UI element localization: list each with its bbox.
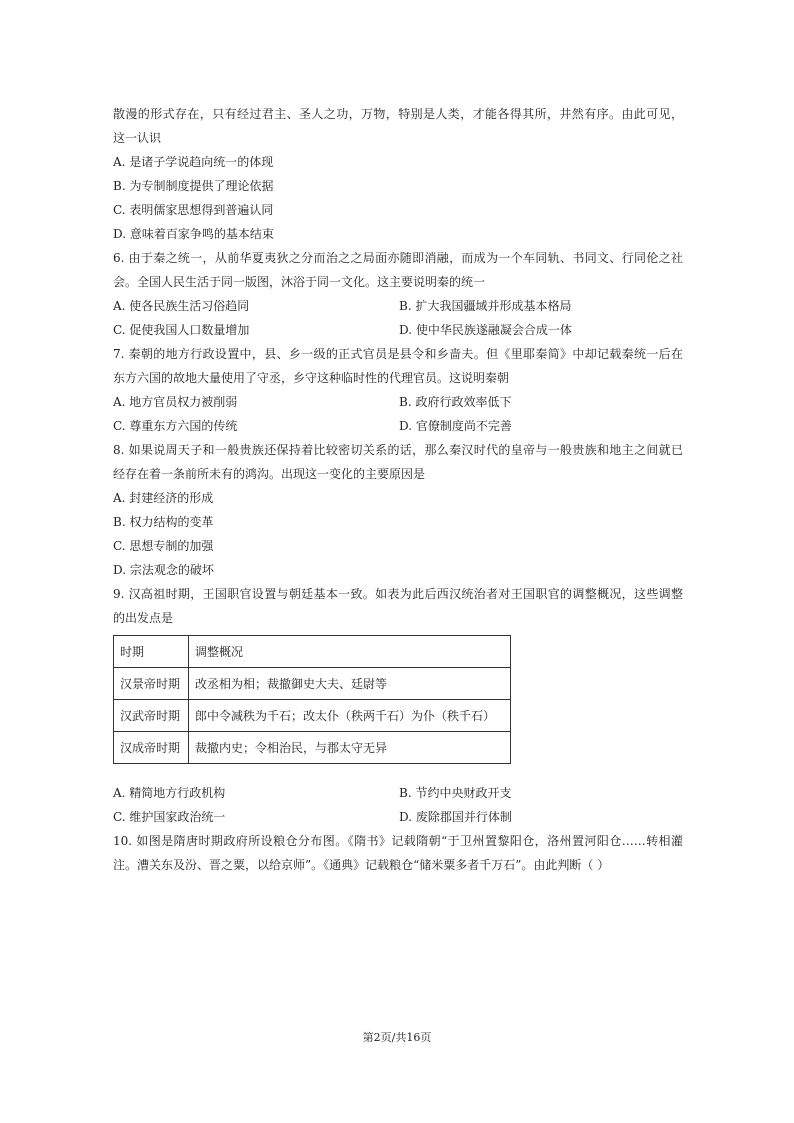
option-a: A. 是诸子学说趋向统一的体现	[113, 155, 274, 169]
option-row	[113, 805, 683, 829]
option-b: B. 为专制制度提供了理论依据	[113, 179, 274, 193]
question-9	[113, 582, 683, 829]
table-cell: 汉武帝时期	[114, 700, 189, 732]
question-text-line: 9. 汉高祖时期，王国职官设置与朝廷基本一致。如表为此后西汉统治者对王国职官的调整概况，这些调整	[113, 587, 683, 601]
table-header-row	[114, 636, 511, 668]
option-row	[113, 318, 683, 342]
option-a: A. 使各民族生活习俗趋同	[113, 299, 250, 313]
option-b: B. 节约中央财政开支	[399, 786, 512, 800]
question-text-line: 8. 如果说周天子和一般贵族还保持着比较密切关系的话，那么秦汉时代的皇帝与一般贵族和地主之间就已	[113, 443, 683, 457]
table-cell: 汉景帝时期	[114, 668, 189, 700]
question-text-line: 10. 如图是隋唐时期政府所设粮仓分布图。《隋书》记载隋朝“于卫州置黎阳仓，洛州置河阳仓……转相灌	[113, 834, 683, 848]
question-text-line: 这一认识	[113, 131, 162, 145]
table-cell: 郎中令减秩为千石；改太仆（秩两千石）为仆（秩千石）	[189, 700, 511, 732]
table-header-cell: 调整概况	[189, 636, 511, 668]
question-text-line: 散漫的形式存在，只有经过君主、圣人之功，万物，特别是人类，才能各得其所，井然有序。由此可见，	[113, 107, 683, 121]
option-b: B. 权力结构的变革	[113, 515, 214, 529]
adjustment-table	[113, 635, 511, 764]
option-b: B. 扩大我国疆域并形成基本格局	[399, 299, 572, 313]
table-cell: 改丞相为相；裁撤御史大夫、廷尉等	[189, 668, 511, 700]
option-d: D. 意味着百家争鸣的基本结束	[113, 227, 274, 241]
table-header-cell: 时期	[114, 636, 189, 668]
option-b: B. 政府行政效率低下	[399, 395, 512, 409]
question-text-line: 注。漕关东及汾、晋之粟，以给京师”。《通典》记载粮仓“储米粟多者千万石”。由此判断（ ）	[113, 858, 610, 872]
question-10	[113, 829, 683, 877]
question-text-line: 东方六国的故地大量使用了守丞，乡守这种临时性的代理官员。这说明秦朝	[113, 371, 510, 385]
document-body	[113, 102, 683, 877]
option-row	[113, 781, 683, 805]
option-row	[113, 390, 683, 414]
table-cell: 汉成帝时期	[114, 732, 189, 764]
option-c: C. 思想专制的加强	[113, 539, 214, 553]
table-row	[114, 732, 511, 764]
question-text-line: 的出发点是	[113, 611, 174, 625]
question-6	[113, 246, 683, 342]
option-a: A. 精简地方行政机构	[113, 786, 226, 800]
option-d: D. 使中华民族遂融凝会合成一体	[399, 323, 572, 337]
table-cell: 裁撤内史；令相治民，与郡太守无异	[189, 732, 511, 764]
option-d: D. 废除郡国并行体制	[399, 810, 512, 824]
option-a: A. 地方官员权力被削弱	[113, 395, 238, 409]
option-row	[113, 414, 683, 438]
option-d: D. 宗法观念的破坏	[113, 563, 214, 577]
question-text-line: 6. 由于秦之统一，从前华夏夷狄之分而治之之局面亦随即消融，而成为一个车同轨、书同文、行同伦之社	[113, 251, 683, 265]
table-row	[114, 700, 511, 732]
option-d: D. 官僚制度尚不完善	[399, 419, 512, 433]
option-c: C. 维护国家政治统一	[113, 810, 226, 824]
option-a: A. 封建经济的形成	[113, 491, 214, 505]
option-c: C. 表明儒家思想得到普遍认同	[113, 203, 274, 217]
table-row	[114, 668, 511, 700]
question-text-line: 经存在着一条前所未有的鸿沟。出现这一变化的主要原因是	[113, 467, 426, 481]
option-c: C. 促使我国人口数量增加	[113, 323, 250, 337]
question-text-line: 会。全国人民生活于同一版图，沐浴于同一文化。这主要说明秦的统一	[113, 275, 486, 289]
question-8	[113, 438, 683, 582]
question-7	[113, 342, 683, 438]
option-c: C. 尊重东方六国的传统	[113, 419, 238, 433]
option-row	[113, 294, 683, 318]
question-text-line: 7. 秦朝的地方行政设置中，县、乡一级的正式官员是县令和乡啬夫。但《里耶秦简》中却记载秦统一后在	[113, 347, 683, 361]
question-5	[113, 102, 683, 246]
page-number: 第2页/共16页	[362, 1031, 432, 1044]
